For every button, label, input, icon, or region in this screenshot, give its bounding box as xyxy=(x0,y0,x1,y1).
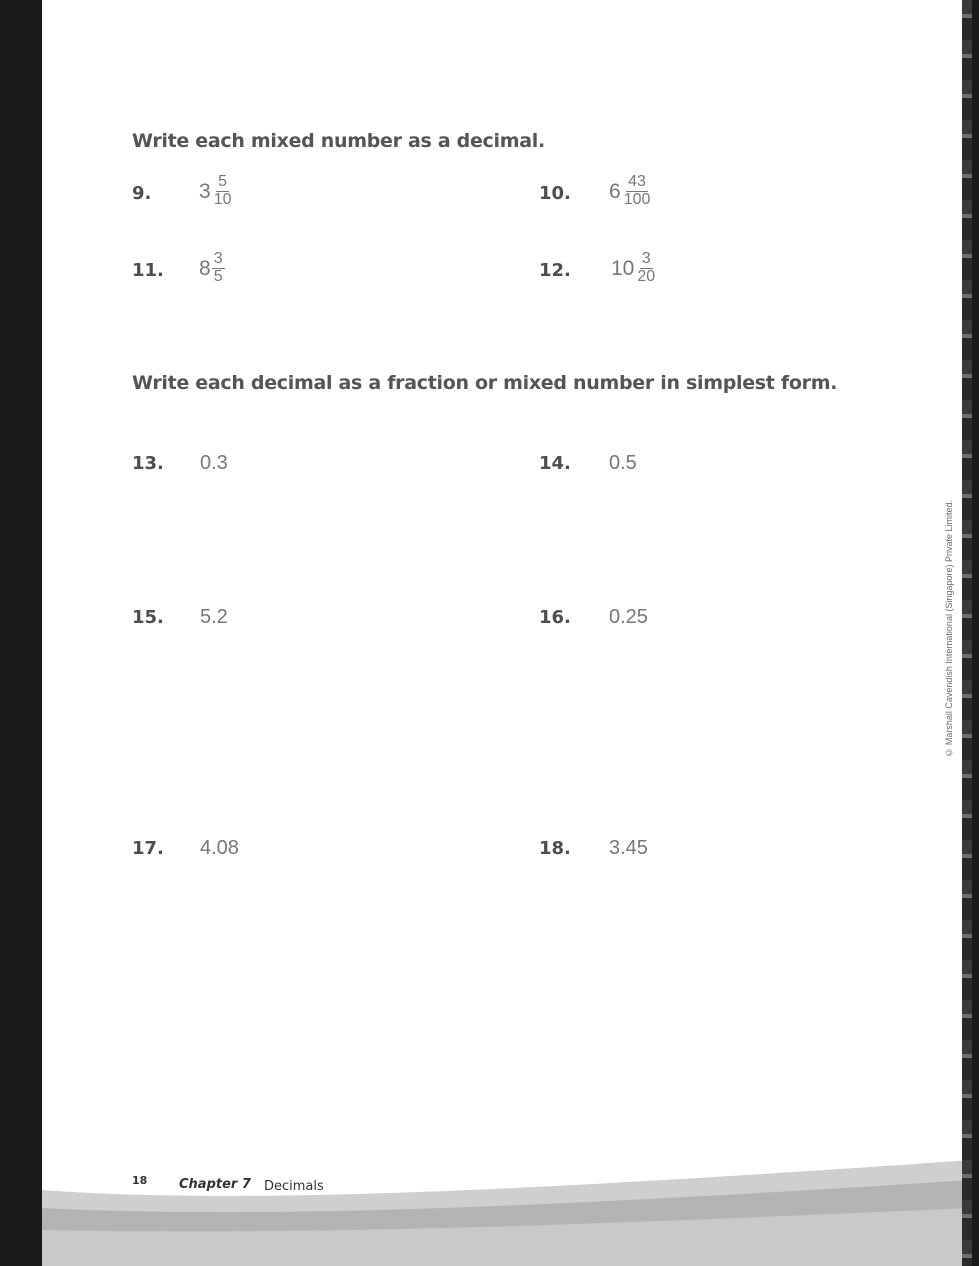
denominator: 10 xyxy=(213,190,232,208)
question-number: 15. xyxy=(132,607,164,628)
question-number: 17. xyxy=(132,838,164,859)
mixed-number xyxy=(611,251,657,286)
numerator: 3 xyxy=(641,250,651,267)
section1-instruction: Write each mixed number as a decimal. xyxy=(132,130,545,152)
chapter-title: Decimals xyxy=(264,1179,324,1194)
question-number: 11. xyxy=(132,260,164,281)
decimal-value: 4.08 xyxy=(200,837,239,859)
question-number: 10. xyxy=(539,183,571,204)
question-number: 16. xyxy=(539,607,571,628)
copyright-notice: © Marshall Cavendish International (Singapore) Private Limited. xyxy=(944,500,954,758)
mixed-number xyxy=(199,251,225,286)
fraction xyxy=(622,174,653,209)
mixed-number xyxy=(609,174,652,209)
denominator: 5 xyxy=(213,267,223,285)
question-number: 12. xyxy=(539,260,571,281)
whole-part: 10 xyxy=(611,256,635,280)
mixed-number xyxy=(199,174,233,209)
numerator: 5 xyxy=(218,173,228,190)
decimal-value: 0.5 xyxy=(609,452,637,474)
fraction xyxy=(212,174,234,209)
fraction xyxy=(635,251,657,286)
denominator: 100 xyxy=(623,190,651,208)
page-edge xyxy=(962,0,972,1266)
whole-part: 3 xyxy=(199,179,211,203)
question-number: 14. xyxy=(539,453,571,474)
question-number: 13. xyxy=(132,453,164,474)
workbook-page xyxy=(42,0,972,1266)
decimal-value: 5.2 xyxy=(200,606,228,628)
fraction xyxy=(212,251,225,286)
denominator: 20 xyxy=(637,267,656,285)
numerator: 3 xyxy=(213,250,223,267)
section2-instruction: Write each decimal as a fraction or mixed number in simplest form. xyxy=(132,372,838,394)
decimal-value: 0.3 xyxy=(200,452,228,474)
chapter-label: Chapter 7 xyxy=(179,1177,251,1192)
question-number: 9. xyxy=(132,183,152,204)
whole-part: 8 xyxy=(199,256,211,280)
decimal-value: 0.25 xyxy=(609,606,648,628)
page-number: 18 xyxy=(132,1174,148,1187)
whole-part: 6 xyxy=(609,179,621,203)
footer-wave-graphic xyxy=(42,1130,972,1266)
decimal-value: 3.45 xyxy=(609,837,648,859)
numerator: 43 xyxy=(628,173,646,190)
question-number: 18. xyxy=(539,838,571,859)
